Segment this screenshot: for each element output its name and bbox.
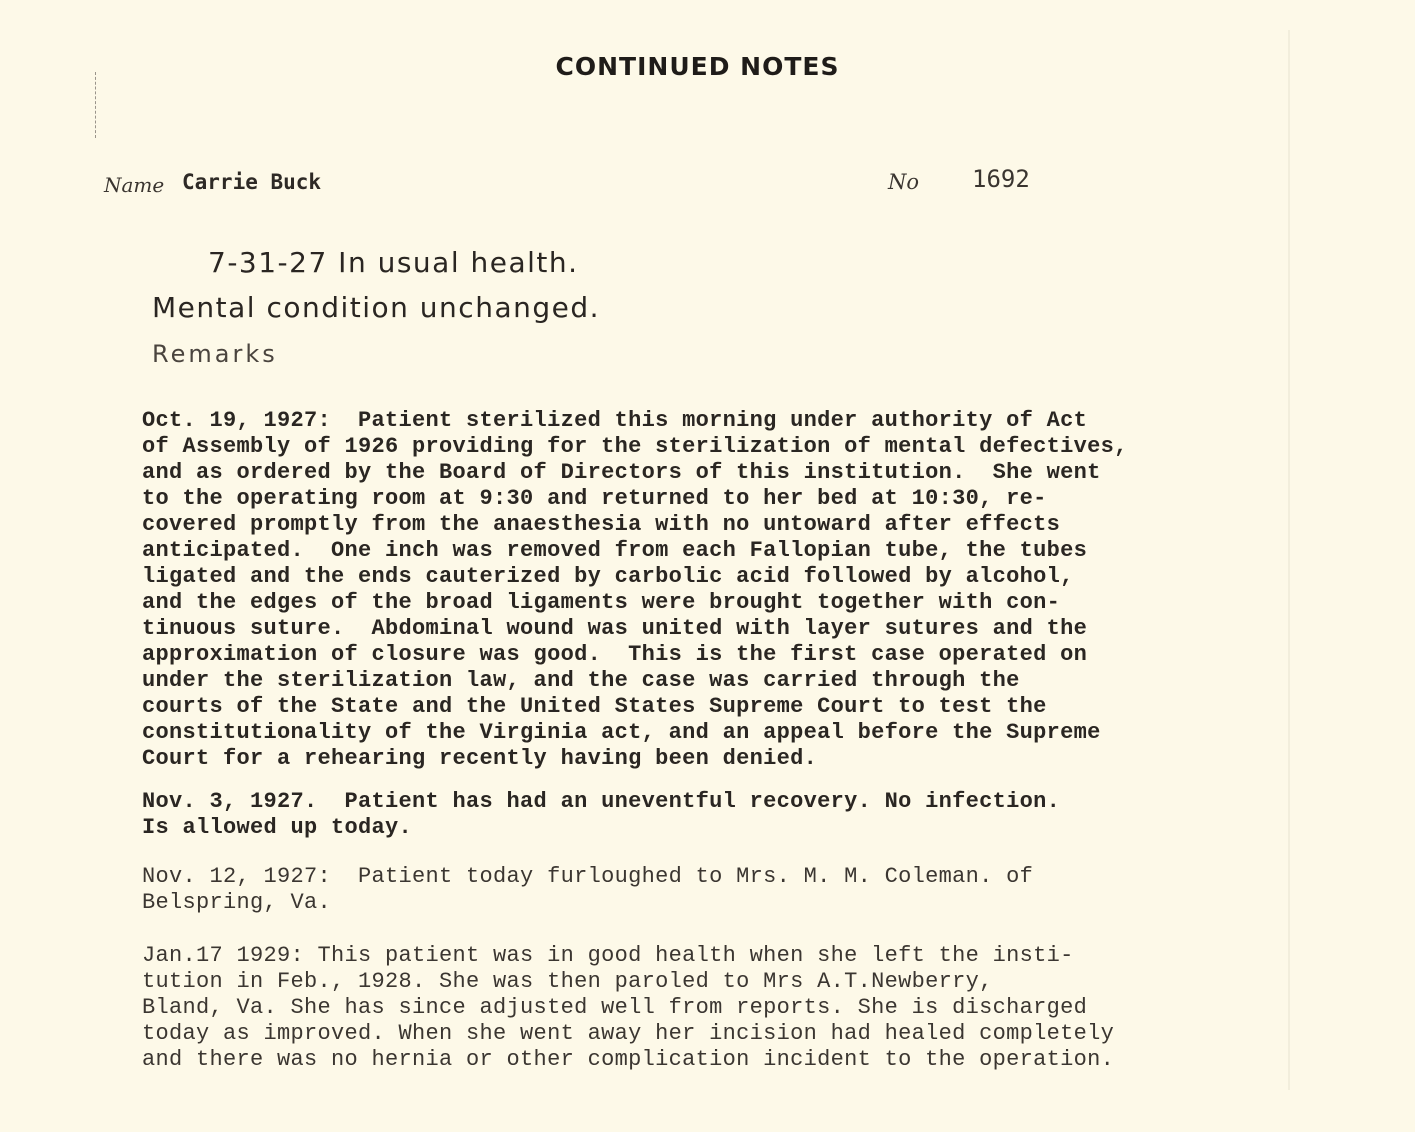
note-entry-oct-19-1927: Oct. 19, 1927: Patient sterilized this morning under authority of Act of Assembly of 1926 providing for the sterilization of mental defectives, and as ordered by the Board of Directors of this institution. She went to the operating room at 9:30 and returned to her bed at 10:30, re- covered promptly from the anaesthesia with no untoward after effects anticipated. One inch was removed from each Fallopian tube, the tubes ligated and the ends cauterized by carbolic acid followed by alcohol, and the edges of the broad ligaments were brought together with con- tinuous suture. Abdominal wound was united with layer sutures and the approximation of closure was good. This is the first case operated on under the sterilization law, and the case was carried through the courts of the State and the United States Supreme Court to test the constitutionality of the Virginia act, and an appeal before the Supreme Court for a rehearing recently having been denied.	[142, 408, 1128, 771]
patient-number: 1692	[972, 165, 1030, 193]
handwritten-health-note: 7-31-27 In usual health.	[208, 246, 579, 279]
note-entry-nov-12-1927: Nov. 12, 1927: Patient today furloughed to Mrs. M. M. Coleman. of Belspring, Va.	[142, 864, 1034, 915]
handwritten-remarks-heading: Remarks	[152, 340, 278, 368]
name-label: Name	[104, 173, 165, 197]
margin-marks	[95, 72, 97, 138]
patient-name: Carrie Buck	[182, 170, 322, 194]
note-entry-nov-3-1927: Nov. 3, 1927. Patient has had an uneventful recovery. No infection. Is allowed up today.	[142, 789, 1061, 840]
document-title: CONTINUED NOTES	[555, 52, 840, 81]
number-label: No	[888, 170, 920, 194]
paper-edge	[1288, 30, 1290, 1090]
note-entry-jan-17-1929: Jan.17 1929: This patient was in good health when she left the insti- tution in Feb., 1928. She was then paroled to Mrs A.T.Newberry, Bland, Va. She has since adjusted well from reports. She is discharged today as improved. When she went away her incision had healed completely and there was no hernia or other complication incident to the operation.	[142, 943, 1115, 1072]
handwritten-mental-note: Mental condition unchanged.	[152, 291, 601, 324]
